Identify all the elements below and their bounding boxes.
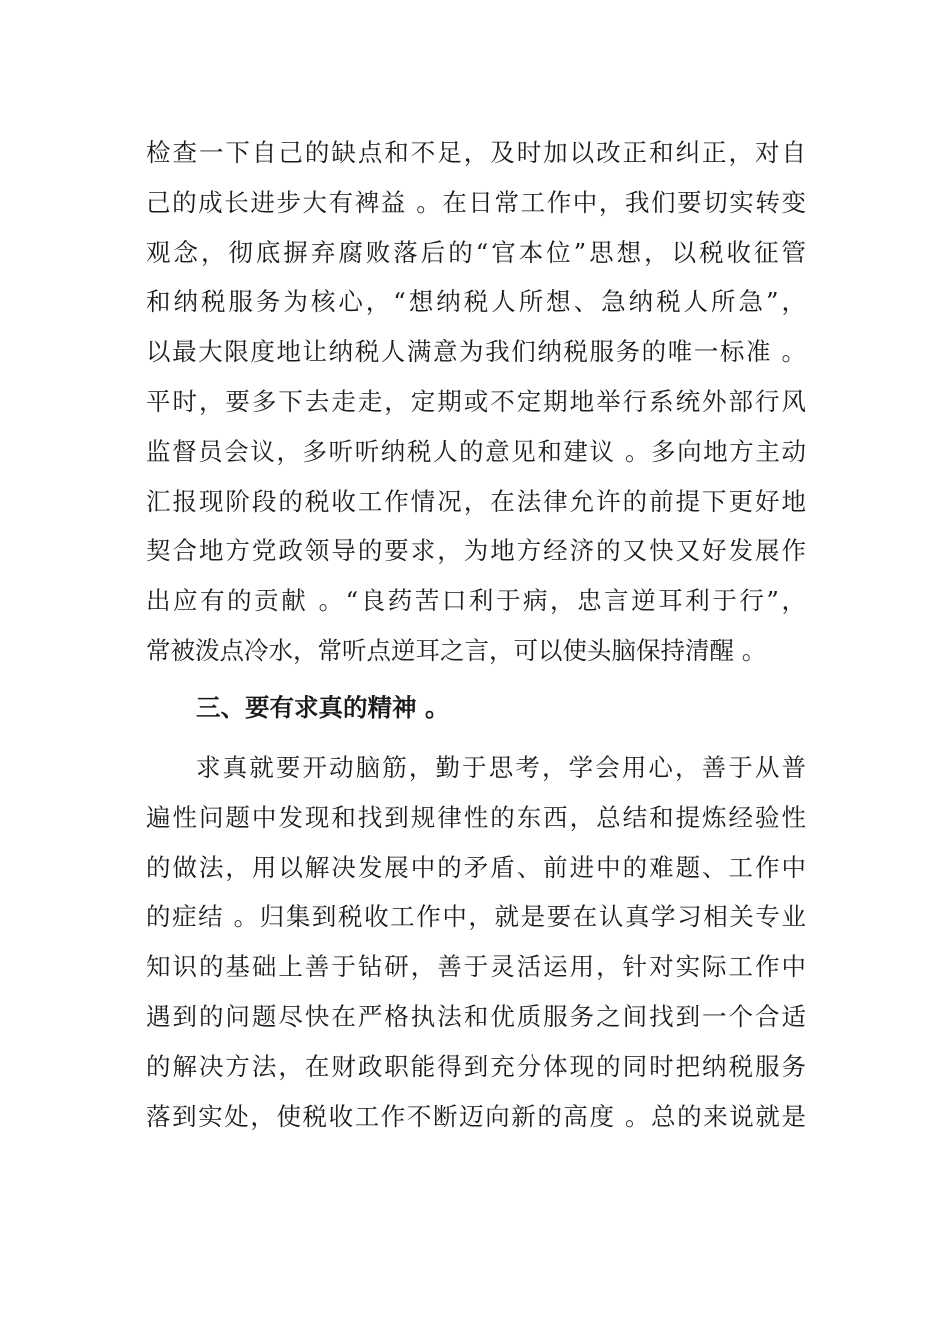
paragraph-continued <box>146 128 806 676</box>
text-line: 的症结 。归集到税收工作中，就是要在认真学习相关专业 <box>146 902 806 932</box>
text-line: 己的成长进步大有裨益 。在日常工作中，我们要切实转变 <box>146 187 806 217</box>
text-line: 监督员会议，多听听纳税人的意见和建议 。多向地方主动 <box>146 436 806 466</box>
paragraph-section-3 <box>146 743 806 1141</box>
text-line: 遇到的问题尽快在严格执法和优质服务之间找到一个合适 <box>146 1001 806 1031</box>
text-line: 契合地方党政领导的要求，为地方经济的又快又好发展作 <box>146 536 806 566</box>
text-line: 的解决方法，在财政职能得到充分体现的同时把纳税服务 <box>146 1051 806 1081</box>
text-line: 以最大限度地让纳税人满意为我们纳税服务的唯一标准 。 <box>146 337 806 367</box>
section-heading <box>146 683 806 733</box>
heading-text: 三、要有求真的精神 。 <box>196 693 450 722</box>
text-line: 观念，彻底摒弃腐败落后的“官本位”思想，以税收征管 <box>146 237 806 267</box>
text-line: 平时，要多下去走走，定期或不定期地举行系统外部行风 <box>146 386 806 416</box>
text-line: 出应有的贡献 。“良药苦口利于病，忠言逆耳利于行”， <box>146 586 806 616</box>
text-line: 的做法，用以解决发展中的矛盾、前进中的难题、工作中 <box>146 852 806 882</box>
text-line: 遍性问题中发现和找到规律性的东西，总结和提炼经验性 <box>146 802 806 832</box>
text-line: 知识的基础上善于钻研，善于灵活运用，针对实际工作中 <box>146 952 806 982</box>
text-line: 汇报现阶段的税收工作情况，在法律允许的前提下更好地 <box>146 486 806 516</box>
text-line: 求真就要开动脑筋，勤于思考，学会用心，善于从普 <box>196 753 806 782</box>
text-line: 和纳税服务为核心，“想纳税人所想、急纳税人所急”， <box>146 287 806 317</box>
text-line: 常被泼点冷水，常听点逆耳之言，可以使头脑保持清醒 。 <box>146 635 767 665</box>
text-line: 检查一下自己的缺点和不足，及时加以改正和纠正，对自 <box>146 138 806 167</box>
text-line: 落到实处，使税收工作不断迈向新的高度 。总的来说就是 <box>146 1101 806 1131</box>
